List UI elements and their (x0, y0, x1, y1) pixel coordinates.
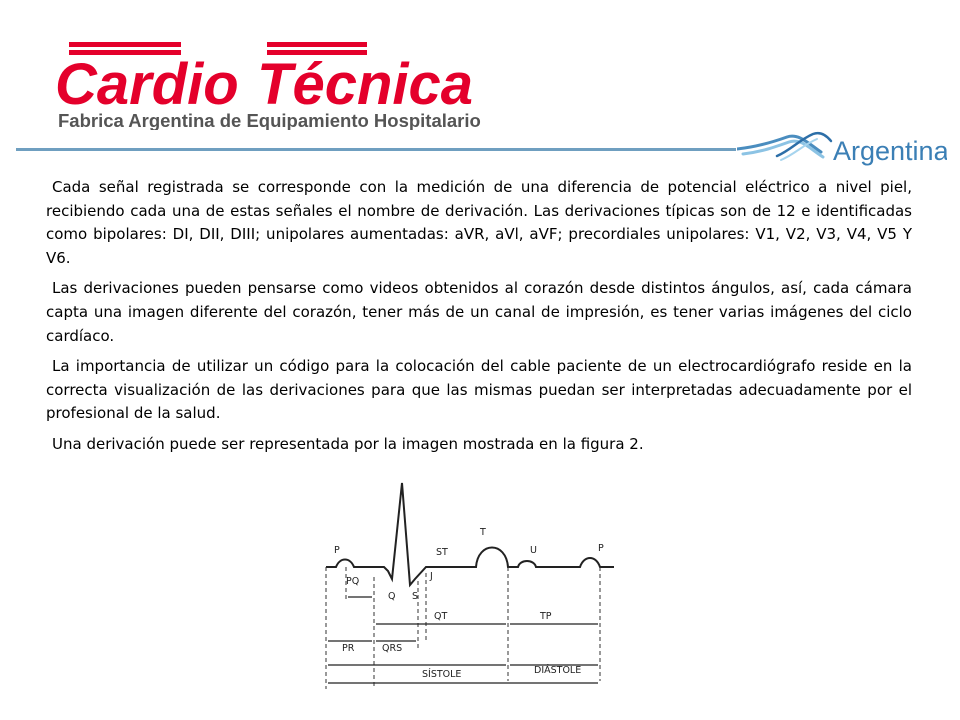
header-divider (16, 148, 736, 151)
paragraph-derivaciones-videos: Las derivaciones pueden pensarse como videos obtenidos al corazón desde distintos ángulos, así, cada cámara capta una imagen diferente del corazón, tener más de un canal de impresión, es tener varias imágenes del ciclo cardíaco. (46, 279, 912, 345)
label-diastole: DIÁSTOLE (534, 665, 582, 676)
paragraph-derivaciones-intro: Cada señal registrada se corresponde con la medición de una diferencia de potencial eléctrico a nivel piel, recibiendo cada una de estas señales el nombre de derivación. Las derivaciones típicas son de 12 e identificadas como bipolares: DI, DII, DIII; unipolares aumentadas: aVR, aVl, aVF; precordiales unipolares: V1, V2, V3, V4, V5 Y V6. (46, 178, 912, 267)
logo-word-ardio: ardio (96, 52, 239, 117)
label-pr: PR (342, 643, 355, 654)
label-tp: TP (540, 611, 552, 622)
document-body (46, 176, 912, 464)
label-q: Q (388, 591, 396, 602)
argentina-brand (737, 120, 947, 172)
logo-word-ecnica: écnica (292, 52, 474, 117)
argentina-wave-icon (737, 133, 831, 160)
label-qrs: QRS (382, 643, 403, 654)
ecg-waveform-figure (322, 481, 618, 691)
cardio-tecnica-logo (55, 38, 540, 130)
label-u: U (530, 545, 537, 556)
label-s: S (412, 591, 419, 602)
paragraph-codigo-colocacion: La importancia de utilizar un código para la colocación del cable paciente de un electrocardiógrafo reside en la correcta visualización de las derivaciones para que las mismas puedan ser interpretadas adecuadamente por el profesional de la salud. (46, 357, 912, 423)
label-p2: P (598, 543, 604, 554)
paragraph-figura-ref: Una derivación puede ser representada por la imagen mostrada en la figura 2. (52, 434, 644, 453)
label-j: J (430, 571, 433, 582)
logo-tagline: Fabrica Argentina de Equipamiento Hospitalario (58, 110, 481, 130)
ecg-waveform-line (326, 483, 614, 585)
label-st: ST (436, 547, 448, 558)
label-p1: P (334, 545, 340, 556)
label-pq: PQ (346, 576, 360, 587)
label-qt: QT (434, 611, 448, 622)
argentina-label: Argentina (833, 136, 947, 166)
svg-text:Técnica (257, 52, 473, 117)
logo-letter-c: C (55, 52, 97, 117)
label-t: T (480, 527, 486, 538)
svg-text:Cardio (55, 52, 239, 117)
label-systole: SÍSTOLE (422, 669, 462, 680)
logo-letter-t: T (257, 52, 293, 117)
